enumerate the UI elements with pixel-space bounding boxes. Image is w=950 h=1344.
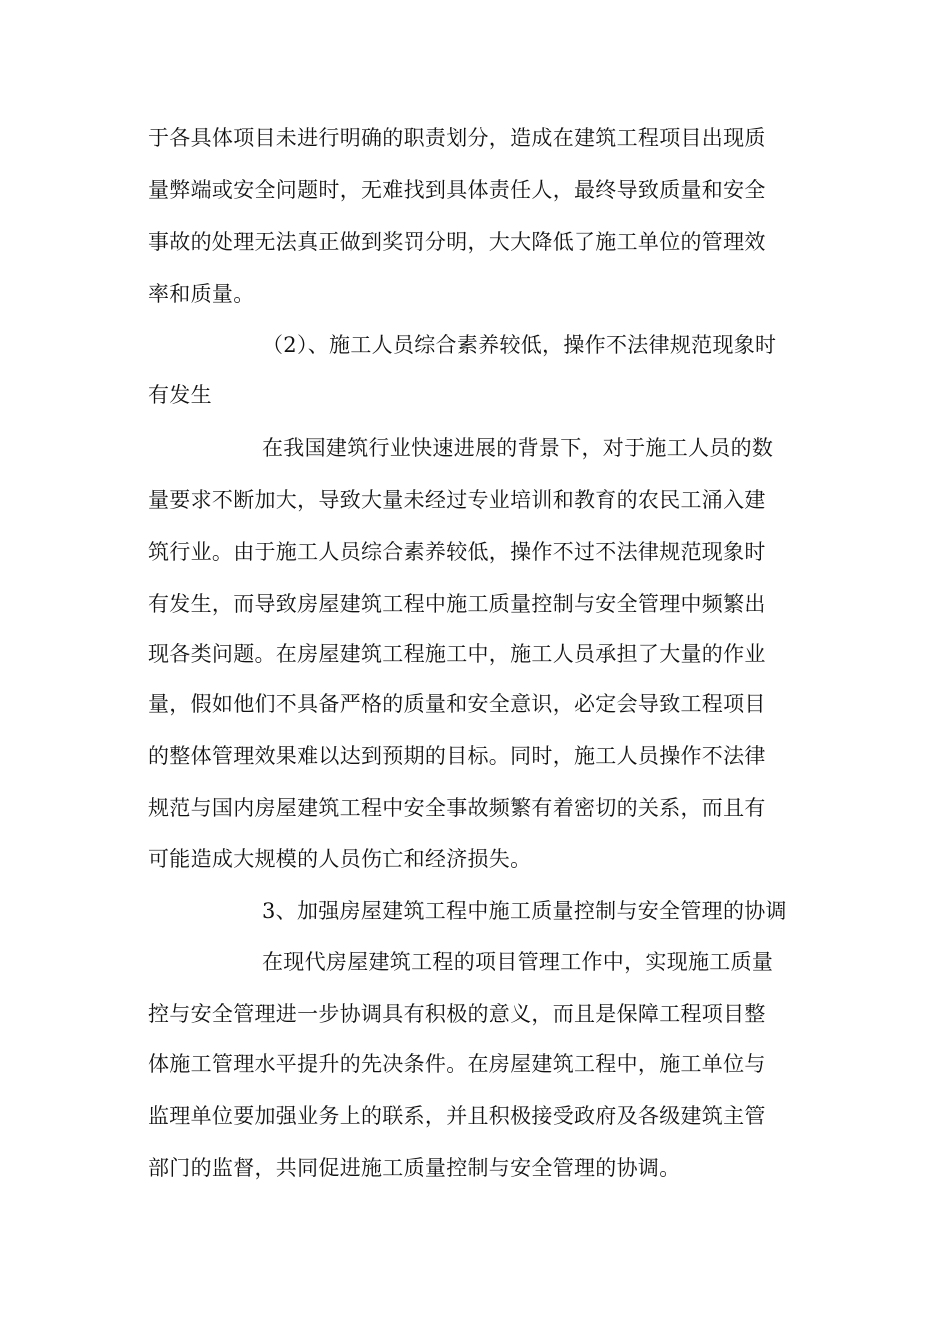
paragraph-3-line-5: 部门的监督，共同促进施工质量控制与安全管理的协调。	[148, 1156, 681, 1180]
paragraph-2-line-4: 有发生，而导致房屋建筑工程中施工质量控制与安全管理中频繁出	[148, 592, 766, 616]
paragraph-2-line-6: 量，假如他们不具备严格的质量和安全意识，必定会导致工程项目	[148, 692, 766, 716]
paragraph-2-line-2: 量要求不断加大，导致大量未经过专业培训和教育的农民工涌入建	[148, 488, 766, 512]
paragraph-3-line-1: 在现代房屋建筑工程的项目管理工作中，实现施工质量	[262, 950, 774, 974]
paragraph-1-line-2: 量弊端或安全问题时，无难找到具体责任人，最终导致质量和安全	[148, 178, 766, 202]
paragraph-3-line-3: 体施工管理水平提升的先决条件。在房屋建筑工程中，施工单位与	[148, 1052, 766, 1076]
paragraph-1-line-1: 于各具体项目未进行明确的职责划分，造成在建筑工程项目出现质	[148, 126, 766, 150]
paragraph-3-line-4: 监理单位要加强业务上的联系，并且积极接受政府及各级建筑主管	[148, 1104, 766, 1128]
paragraph-2-line-7: 的整体管理效果难以达到预期的目标。同时，施工人员操作不法律	[148, 744, 766, 768]
paragraph-2-line-1: 在我国建筑行业快速进展的背景下，对于施工人员的数	[262, 436, 774, 460]
paragraph-1-line-4: 率和质量。	[148, 282, 255, 306]
section-heading-3-line-1: 3、加强房屋建筑工程中施工质量控制与安全管理的协调	[262, 899, 787, 923]
section-heading-2-line-1: （2）、施工人员综合素养较低，操作不法律规范现象时	[262, 333, 777, 357]
paragraph-2-line-9: 可能造成大规模的人员伤亡和经济损失。	[148, 847, 532, 871]
paragraph-2-line-5: 现各类问题。在房屋建筑工程施工中，施工人员承担了大量的作业	[148, 642, 766, 666]
paragraph-3-line-2: 控与安全管理进一步协调具有积极的意义，而且是保障工程项目整	[148, 1002, 766, 1026]
paragraph-2-line-8: 规范与国内房屋建筑工程中安全事故频繁有着密切的关系，而且有	[148, 796, 766, 820]
section-heading-2-line-2: 有发生	[148, 383, 212, 407]
paragraph-2-line-3: 筑行业。由于施工人员综合素养较低，操作不过不法律规范现象时	[148, 540, 766, 564]
paragraph-1-line-3: 事故的处理无法真正做到奖罚分明，大大降低了施工单位的管理效	[148, 230, 766, 254]
